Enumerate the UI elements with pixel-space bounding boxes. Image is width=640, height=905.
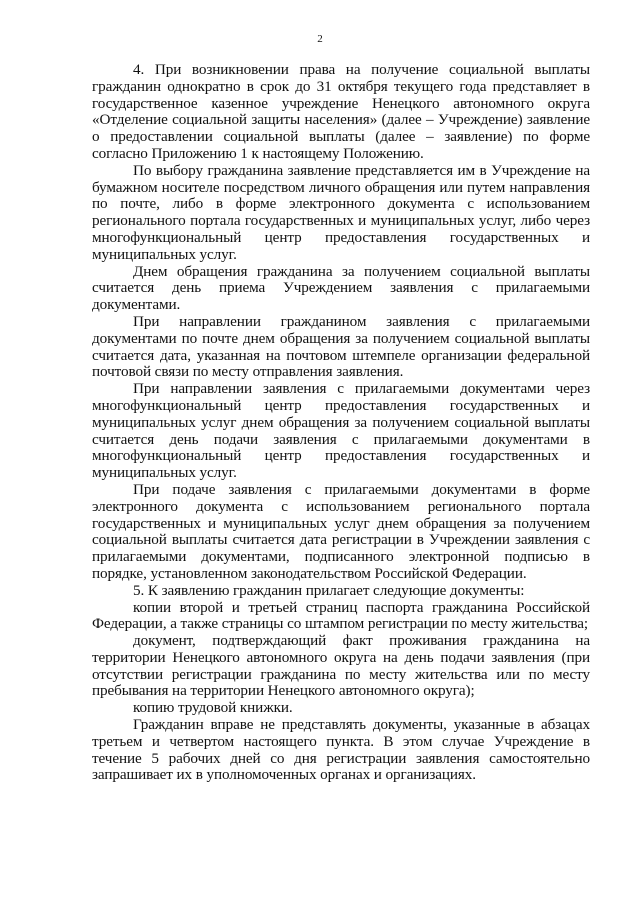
- paragraph-mail-submission: При направлении гражданином заявления с прилагаемыми документами по почте днем обращения за получением социальной выплаты считается дата, указанная на почтовом штемпеле организации федеральной почтовой связи по месту отправления заявления.: [92, 312, 590, 381]
- paragraph-residence-document: документ, подтверждающий факт проживания гражданина на территории Ненецкого автономного округа на день подачи заявления (при отсутствии регистрации гражданина по месту жительства или по месту пребывания на территории Ненецкого автономного округа);: [92, 632, 590, 700]
- paragraph-passport-copies: копии второй и третьей страниц паспорта гражданина Российской Федерации, а также страницы со штампом регистрации по месту жительства;: [92, 598, 590, 633]
- document-body: [92, 62, 590, 784]
- page-number: 2: [317, 33, 323, 45]
- paragraph-optional-documents: Гражданин вправе не представлять документы, указанные в абзацах третьем и четвертом настоящего пункта. В этом случае Учреждение в течение 5 рабочих дней со дня регистрации заявления самостоятельно запрашивает их в уполномоченных органах и организациях.: [92, 716, 590, 784]
- paragraph-work-book: копию трудовой книжки.: [133, 699, 293, 717]
- paragraph-mfc-submission: При направлении заявления с прилагаемыми документами через многофункциональный центр предоставления государственных и муниципальных услуг днем обращения за получением социальной выплаты считается день подачи заявления с прилагаемыми документами в многофункциональный центр предоставления государственных и муниципальных услуг.: [92, 380, 590, 482]
- paragraph-item-4: 4. При возникновении права на получение социальной выплаты гражданин однократно в срок до 31 октября текущего года представляет в государственное казенное учреждение Ненецкого автономного округа «Отделение социальной защиты населения» (далее – Учреждение) заявление о предоставлении социальной выплаты (далее – заявление) по форме согласно Приложению 1 к настоящему Положению.: [92, 61, 590, 162]
- paragraph-application-day: Днем обращения гражданина за получением социальной выплаты считается день приема Учреждением заявления с прилагаемыми документами.: [92, 262, 590, 314]
- paragraph-submission-methods: По выбору гражданина заявление представляется им в Учреждение на бумажном носителе посредством личного обращения или путем направления по почте, либо в форме электронного документа с использованием регионального портала государственных и муниципальных услуг, либо через многофункциональный центр предоставления государственных и муниципальных услуг.: [92, 161, 590, 263]
- paragraph-electronic-submission: При подаче заявления с прилагаемыми документами в форме электронного документа с использованием регионального портала государственных и муниципальных услуг днем обращения за получением социальной выплаты считается дата регистрации в Учреждении заявления с прилагаемыми документами, подписанного электронной подписью в порядке, установленном законодательством Российской Федерации.: [92, 480, 590, 582]
- paragraph-item-5: 5. К заявлению гражданин прилагает следующие документы:: [133, 581, 525, 599]
